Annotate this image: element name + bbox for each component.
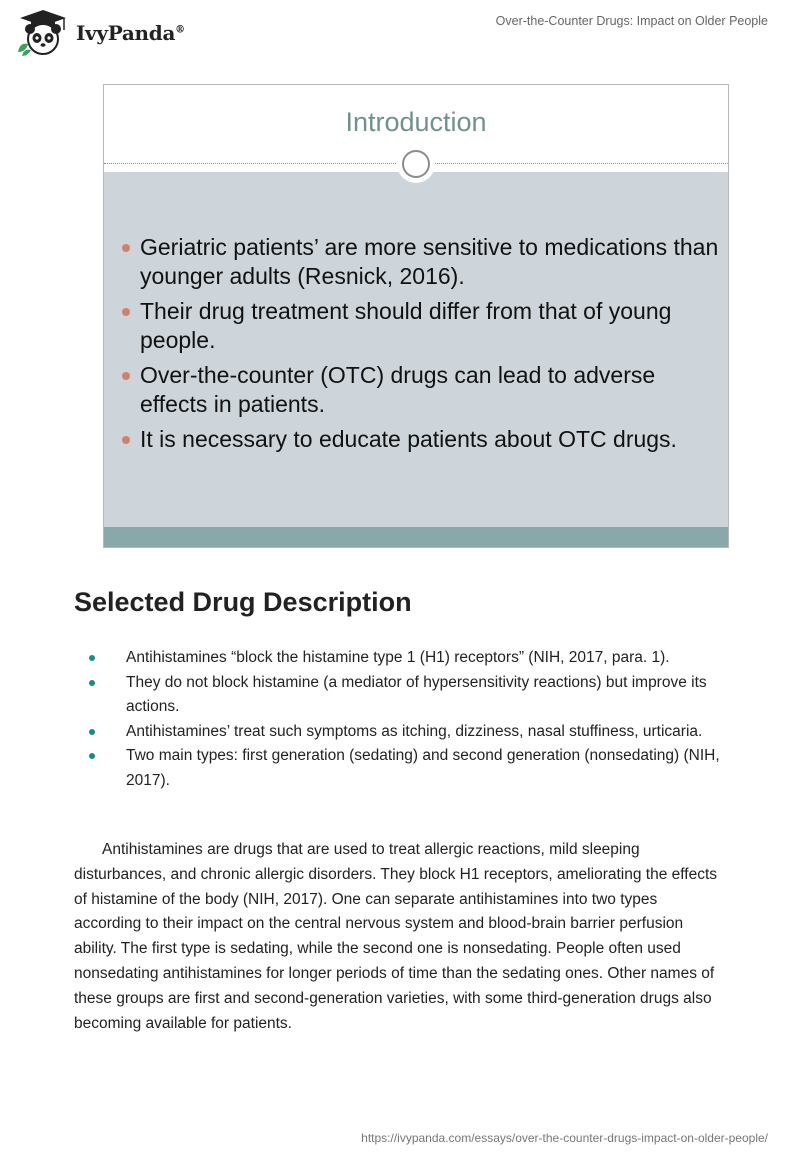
bullet-dot-icon — [122, 436, 130, 444]
drug-bullet-list — [88, 646, 738, 793]
bullet-dot-icon — [122, 308, 130, 316]
slide-title: Introduction — [345, 107, 487, 137]
slide-footer-bar — [104, 527, 728, 548]
bullet-dot-icon — [122, 244, 130, 252]
slide-bullet-list — [120, 233, 720, 460]
document-title: Over-the-Counter Drugs: Impact on Older People — [495, 14, 768, 28]
list-item: Antihistamines’ treat such symptoms as itching, dizziness, nasal stuffiness, urticaria. — [88, 720, 738, 745]
slide-bullet-item: It is necessary to educate patients about OTC drugs. — [120, 425, 720, 454]
source-url-link[interactable]: https://ivypanda.com/essays/over-the-counter-drugs-impact-on-older-people/ — [361, 1131, 768, 1145]
page-header — [0, 0, 800, 70]
slide-bullet-item: Their drug treatment should differ from that of young people. — [120, 297, 720, 355]
list-item: Antihistamines “block the histamine type 1 (H1) receptors” (NIH, 2017, para. 1). — [88, 646, 738, 671]
list-item: Two main types: first generation (sedating) and second generation (nonsedating) (NIH, 2017). — [88, 744, 738, 793]
section-heading: Selected Drug Description — [74, 587, 412, 617]
slide-ornament-icon — [397, 145, 435, 183]
presentation-slide — [103, 84, 729, 548]
brand-name: IvyPanda® — [76, 21, 185, 45]
panda-graduate-icon — [14, 8, 72, 58]
bullet-dot-icon — [89, 680, 95, 686]
bullet-dot-icon — [122, 372, 130, 380]
bullet-dot-icon — [89, 655, 95, 661]
slide-bullet-item: Geriatric patients’ are more sensitive to medications than younger adults (Resnick, 2016). — [120, 233, 720, 291]
slide-bullet-item: Over-the-counter (OTC) drugs can lead to adverse effects in patients. — [120, 361, 720, 419]
bullet-dot-icon — [89, 753, 95, 759]
list-item: They do not block histamine (a mediator of hypersensitivity reactions) but improve its actions. — [88, 671, 738, 720]
ivypanda-logo[interactable] — [14, 8, 185, 58]
body-paragraph: Antihistamines are drugs that are used to treat allergic reactions, mild sleeping disturbances, and chronic allergic disorders. They block H1 receptors, ameliorating the effects of histamine of the body (NIH, 2017). One can separate antihistamines into two types according to their impact on the central nervous system and blood-brain barrier perfusion ability. The first type is sedating, while the second one is nonsedating. People often used nonsedating antihistamines for longer periods of time than the sedating ones. Other names of these groups are first and second-generation varieties, with some third-generation drugs also becoming available for patients. — [74, 841, 718, 1032]
bullet-dot-icon — [89, 729, 95, 735]
